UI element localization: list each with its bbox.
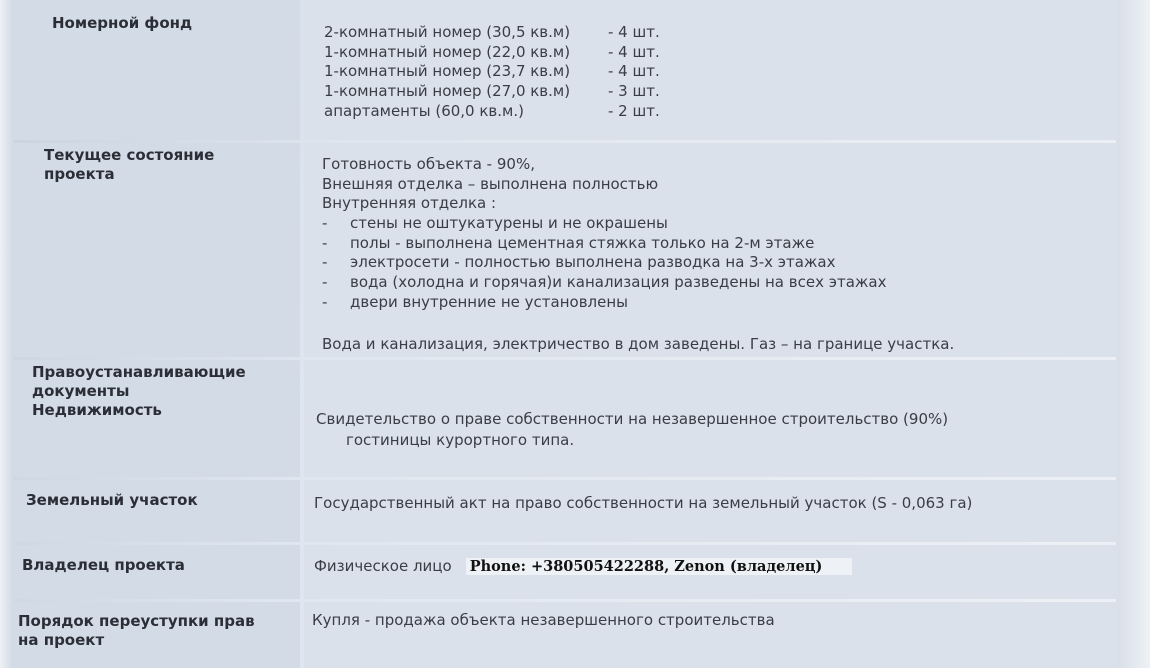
list-item: - двери внутренние не установлены (322, 292, 628, 311)
spacer (322, 313, 954, 335)
owner-type: Физическое лицо (314, 557, 452, 575)
rooms-list (324, 23, 660, 121)
list-item: - вода (холодна и горячая)и канализация разведены на всех этажах (322, 273, 887, 292)
status-footer: Вода и канализация, электричество в дом заведены. Газ – на границе участка. (322, 334, 955, 353)
paper-left-edge (0, 0, 14, 668)
list-item: 1-комнатный номер (27,0 кв.м) - 3 шт. (324, 82, 660, 101)
documents-line: Свидетельство о праве собственности на незавершенное строительство (90%) (316, 410, 949, 428)
table-row-status (14, 143, 1118, 357)
table-row-transfer (14, 602, 1118, 668)
documents-line: гостиницы курортного типа. (346, 431, 575, 449)
land-label: Земельный участок (26, 491, 198, 509)
list-item: 1-комнатный номер (23,7 кв.м) - 4 шт. (324, 62, 660, 81)
label-cell (14, 480, 300, 542)
list-item: - электросети - полностью выполнена разводка на 3-х этажах (322, 253, 836, 272)
owner-phone: Phone: +380505422288, Zenon (владелец) (466, 558, 853, 575)
status-line: Внешняя отделка – выполнена полностью (322, 174, 659, 193)
transfer-text: Купля - продажа объекта незавершенного строительства (312, 611, 775, 629)
table-row-documents (14, 360, 1118, 477)
owner-text (314, 557, 852, 577)
paper-right-edge (1116, 0, 1150, 668)
list-item: - стены не оштукатурены и не окрашены (322, 214, 668, 233)
documents-text (316, 410, 948, 451)
land-text: Государственный акт на право собственности на земельный участок (S - 0,063 га) (314, 494, 973, 512)
transfer-label: Порядок переуступки прав на проект (18, 612, 255, 649)
status-text (322, 155, 954, 354)
list-item: апартаменты (60,0 кв.м.) - 2 шт. (324, 101, 660, 120)
documents-label: Правоустанавливающие документы Недвижимость (32, 363, 246, 419)
status-line: Внутренняя отделка : (322, 194, 497, 213)
status-label: Текущее состояние проекта (44, 146, 215, 183)
list-item: - полы - выполнена цементная стяжка только на 2-м этаже (322, 233, 815, 252)
table-row-owner (14, 545, 1118, 599)
status-line: Готовность объекта - 90%, (322, 155, 535, 173)
table-row-rooms (14, 0, 1118, 140)
list-item: 2-комнатный номер (30,5 кв.м) - 4 шт. (324, 23, 660, 41)
rooms-label: Номерной фонд (52, 14, 193, 32)
list-item: 1-комнатный номер (22,0 кв.м) - 4 шт. (324, 42, 660, 61)
owner-label: Владелец проекта (22, 556, 185, 574)
table-row-land (14, 480, 1118, 542)
